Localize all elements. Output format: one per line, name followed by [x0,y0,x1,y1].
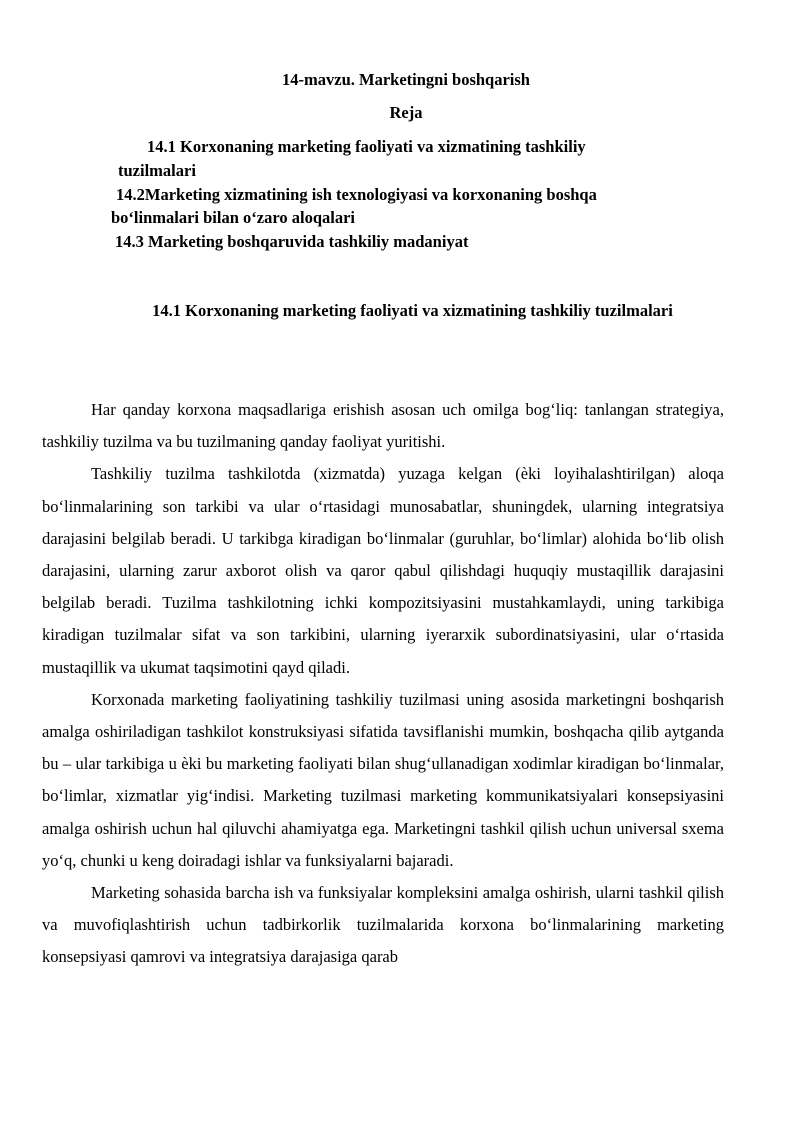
plan-item-2-line-2: bo‘linmalari bilan o‘zaro aloqalari [111,208,355,227]
document-title: 14-mavzu. Marketingni boshqarish [282,70,530,89]
body-text [42,394,724,974]
paragraph: Korxonada marketing faoliyatining tashkiliy tuzilmasi uning asosida marketingni boshqarish amalga oshiriladigan tashkilot konstruksiyasi sifatida tavsiflanishi mumkin, boshqacha qilib aytganda bu – ular tarkibiga u èki bu marketing faoliyati bilan shug‘ullanadigan xodimlar kiradigan bo‘linmalar, bo‘limlar, xizmatlar yig‘indisi. Marketing tuzilmasi marketing kommunikatsiyalari konsepsiyasini amalga oshirish uchun hal qiluvchi ahamiyatga ega. Marketingni tashkil qilish uchun universal sxema yo‘q, chunki u keng doiradagi ishlar va funksiyalarni bajaradi. [42,689,724,870]
plan-item-1-line-2: tuzilmalari [118,161,196,180]
plan-item-3: 14.3 Marketing boshqaruvida tashkiliy madaniyat [115,232,469,251]
paragraph: Marketing sohasida barcha ish va funksiyalar kompleksini amalga oshirish, ularni tashkil qilish va muvofiqlashtirish uchun tadbirkorlik tuzilmalarida korxona bo‘linmalarining marketing konsepsiyasi qamrovi va integratsiya darajasiga qarab [42,883,724,967]
section-heading: 14.1 Korxonaning marketing faoliyati va xizmatining tashkiliy tuzilmalari [152,301,673,320]
plan-heading: Reja [389,103,423,122]
plan-item-1-line-1: 14.1 Korxonaning marketing faoliyati va xizmatining tashkiliy [147,137,586,156]
paragraph: Tashkiliy tuzilma tashkilotda (xizmatda) yuzaga kelgan (èki loyihalashtirilgan) aloqa bo‘linmalarining son tarkibi va ular o‘rtasidagi munosabatlar, shuningdek, ularning integratsiya darajasini belgilab beradi. U tarkibga kiradigan bo‘linmalar (guruhlar, bo‘limlar) alohida bo‘lib olish darajasini, ularning zarur axborot olish va qaror qabul qilishdagi huquqiy mustaqillik darajasini belgilab beradi. Tuzilma tashkilotning ichki kompozitsiyasini mustahkamlaydi, uning tarkibiga kiradigan tuzilmalar sifat va son tarkibini, ularning iyerarxik subordinatsiyasini, ular o‘rtasida mustaqillik va ukumat taqsimotini qayd qiladi. [42,464,724,677]
paragraph: Har qanday korxona maqsadlariga erishish asosan uch omilga bog‘liq: tanlangan strategiya, tashkiliy tuzilma va bu tuzilmaning qanday faoliyat yuritishi. [42,400,724,452]
plan-item-2-line-1: 14.2Marketing xizmatining ish texnologiyasi va korxonaning boshqa [116,185,597,204]
